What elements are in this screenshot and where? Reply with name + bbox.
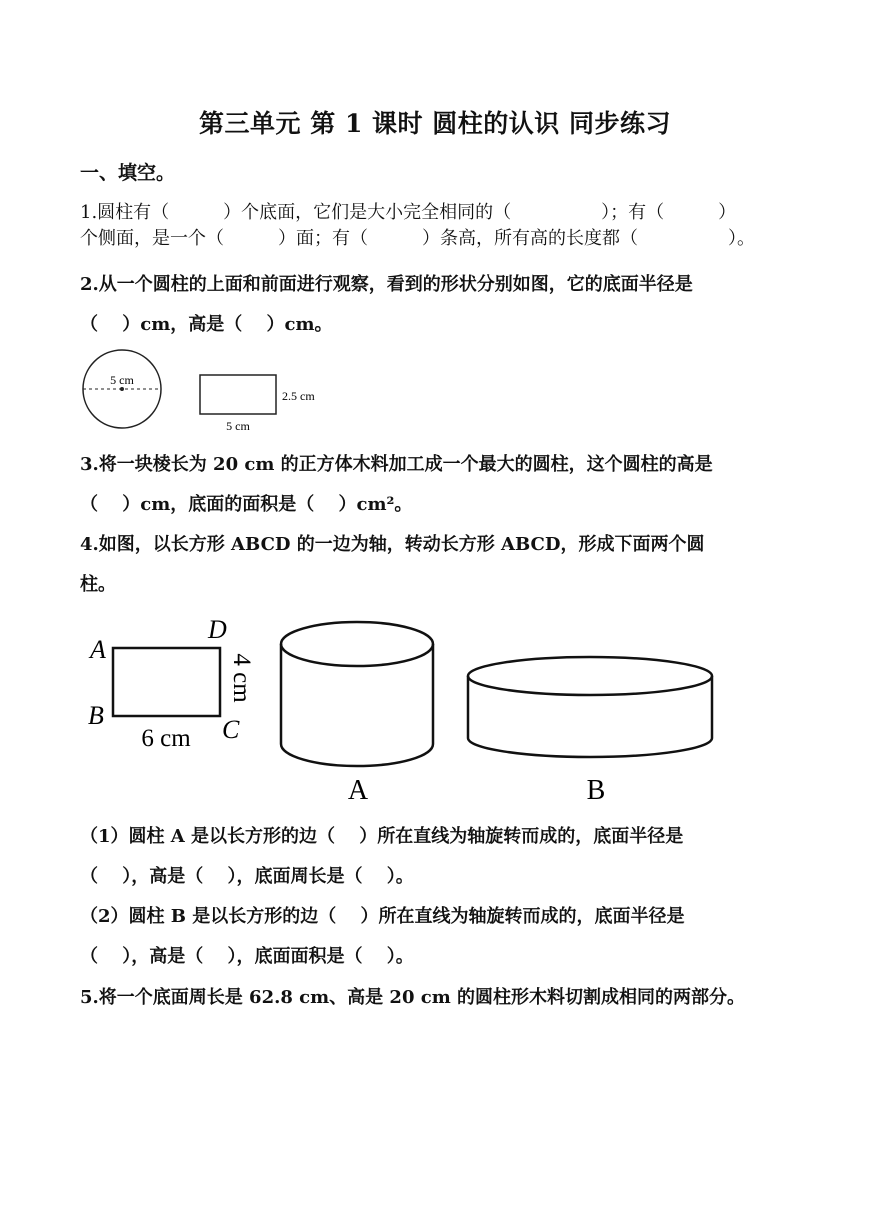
cylinder-b-top — [468, 657, 712, 695]
section-heading-fill-in: 一、填空。 — [80, 162, 176, 184]
front-view-rect — [200, 375, 276, 414]
rect-height-label: 4 cm — [228, 653, 255, 703]
circle-diameter-label: 5 cm — [110, 373, 134, 387]
vertex-a-label: A — [90, 635, 106, 664]
page-title: 第三单元 第 1 课时 圆柱的认识 同步练习 — [199, 109, 671, 138]
q4-line1: 4.如图，以长方形 ABCD 的一边为轴，转动长方形 ABCD，形成下面两个圆 — [80, 534, 705, 555]
rect-width-label: 5 cm — [226, 419, 250, 433]
q2-line1: 2.从一个圆柱的上面和前面进行观察，看到的形状分别如图，它的底面半径是 — [80, 274, 693, 295]
center-dot — [120, 387, 124, 391]
q5-line1: 5.将一个底面周长是 62.8 cm、高是 20 cm 的圆柱形木料切割成相同的两部分。 — [80, 987, 746, 1008]
q2-line2: （ ）cm，高是（ ）cm。 — [80, 314, 333, 335]
cylinder-b-label: B — [586, 775, 606, 806]
q2-figure — [80, 348, 340, 436]
vertex-b-label: B — [88, 701, 104, 730]
q4-line2: 柱。 — [80, 574, 116, 595]
vertex-c-label: C — [222, 715, 240, 744]
rect-width-label: 6 cm — [141, 725, 191, 752]
cylinder-a-top — [281, 622, 433, 666]
q4-sub1-line1: （1）圆柱 A 是以长方形的边（ ）所在直线为轴旋转而成的，底面半径是 — [80, 826, 684, 847]
q4-sub2-line2: （ ），高是（ ），底面面积是（ ）。 — [80, 946, 414, 967]
vertex-d-label: D — [208, 615, 227, 644]
q4-sub1-line2: （ ），高是（ ），底面周长是（ ）。 — [80, 866, 414, 887]
rectangle-abcd — [113, 648, 220, 716]
q4-sub2-line1: （2）圆柱 B 是以长方形的边（ ）所在直线为轴旋转而成的，底面半径是 — [80, 906, 685, 927]
cylinder-a-label: A — [347, 775, 369, 806]
cylinder-b-bottom — [468, 738, 712, 757]
q3-line1: 3.将一块棱长为 20 cm 的正方体木料加工成一个最大的圆柱，这个圆柱的高是 — [80, 454, 713, 475]
cylinder-a-bottom — [281, 744, 433, 766]
q1-line2: 个侧面，是一个（ ）面；有（ ）条高，所有高的长度都（ ）。 — [80, 228, 755, 249]
q3-line2: （ ）cm，底面的面积是（ ）cm²。 — [80, 494, 413, 515]
q4-figure — [80, 606, 730, 806]
rect-height-label: 2.5 cm — [282, 389, 315, 403]
q1-line1: 1.圆柱有（ ）个底面，它们是大小完全相同的（ ）；有（ ） — [80, 202, 737, 223]
